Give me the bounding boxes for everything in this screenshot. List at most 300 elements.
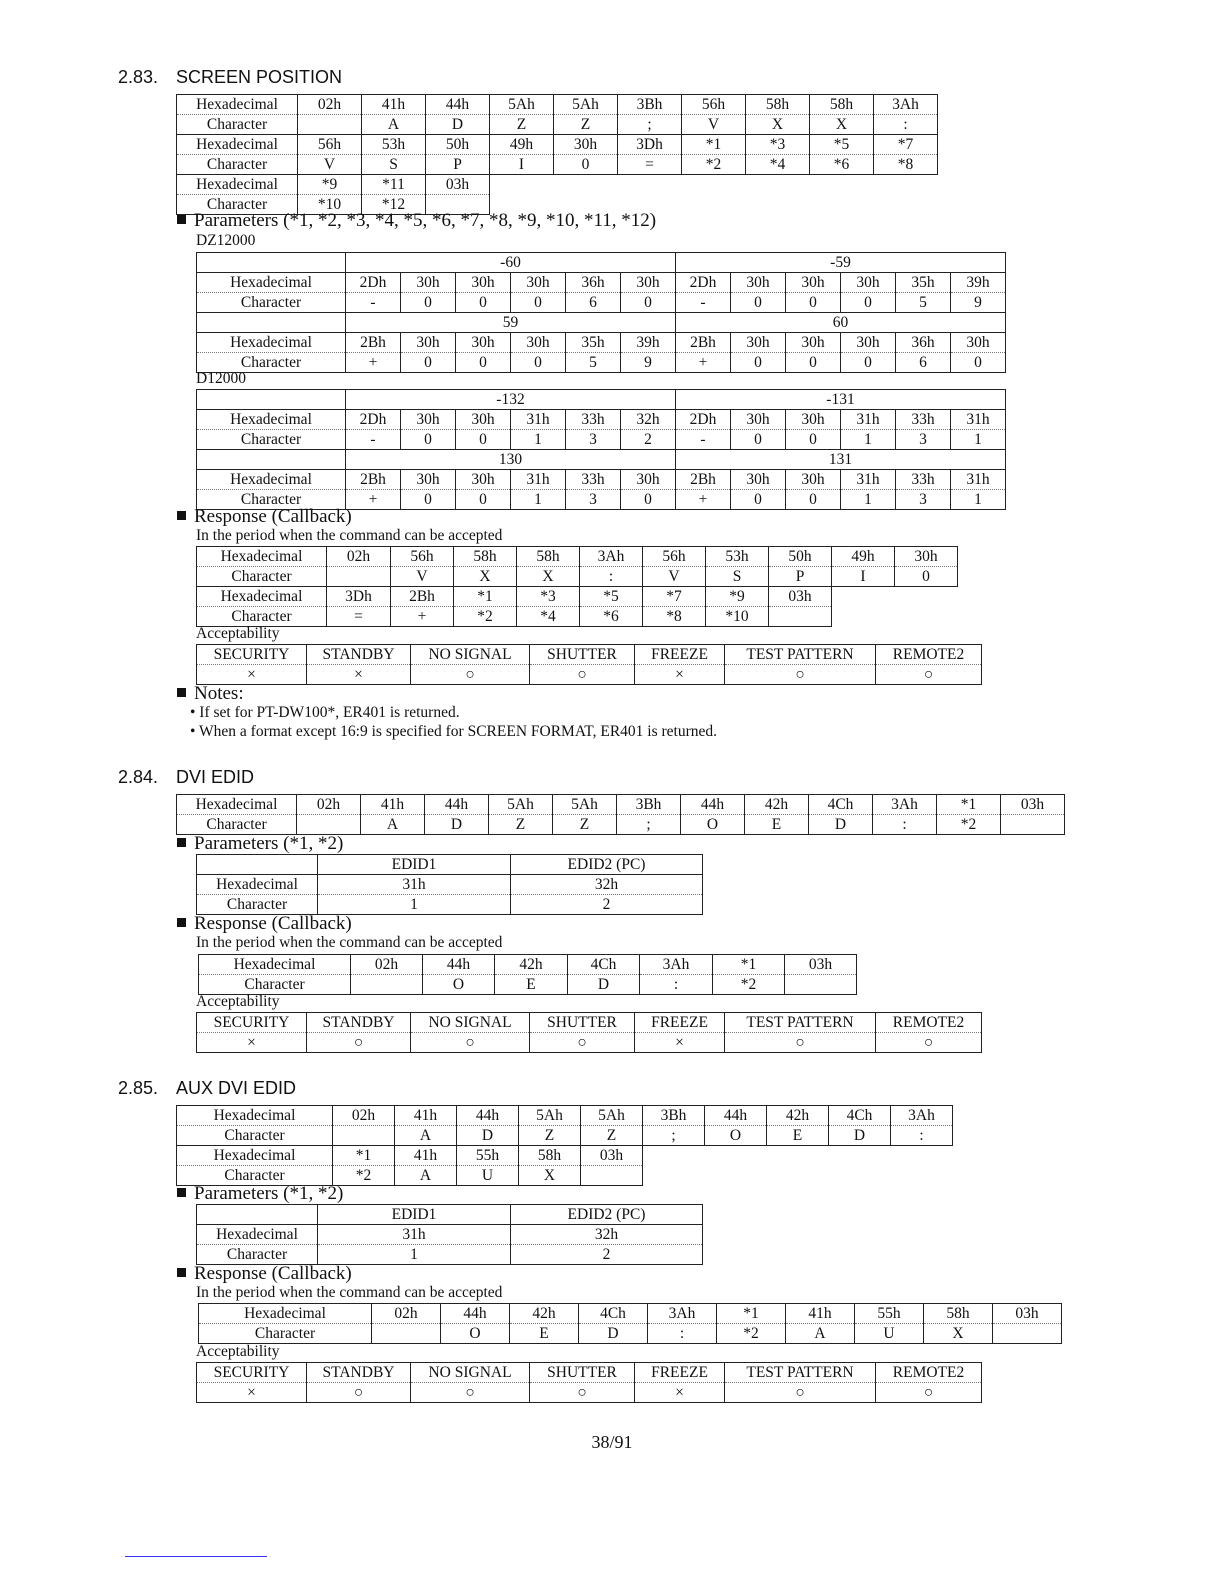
cross-mark-icon: × xyxy=(197,1033,307,1053)
table-cell: 44h xyxy=(705,1106,767,1126)
table-cell xyxy=(372,1324,441,1344)
table-cell: 5Ah xyxy=(554,95,618,115)
table-cell: 3 xyxy=(566,430,621,450)
table-header: NO SIGNAL xyxy=(411,645,530,665)
table-cell: 5 xyxy=(566,353,621,373)
table-cell: 44h xyxy=(441,1304,510,1324)
table-cell: 41h xyxy=(362,95,426,115)
table-cell: 2Bh xyxy=(346,333,401,353)
table-cell: Z xyxy=(581,1126,643,1146)
section-title: SCREEN POSITION xyxy=(176,67,343,87)
row-label-hex: Hexadecimal xyxy=(177,795,297,815)
cross-mark-icon: × xyxy=(307,665,411,685)
table-cell: *2 xyxy=(713,975,785,995)
table-cell: 4Ch xyxy=(829,1106,891,1126)
circle-mark-icon: ○ xyxy=(725,665,876,685)
table-cell: 02h xyxy=(372,1304,441,1324)
table-cell xyxy=(333,1126,395,1146)
value-label: -60 xyxy=(346,253,676,273)
table-cell: *11 xyxy=(362,175,426,195)
table-cell: 0 xyxy=(456,490,511,510)
table-row xyxy=(197,430,1006,450)
table-row xyxy=(177,1106,953,1126)
table-cell xyxy=(197,253,346,273)
acceptability-label: Acceptability xyxy=(196,1343,280,1360)
table-cell: 30h xyxy=(731,470,786,490)
note-item: • If set for PT-DW100*, ER401 is returned. xyxy=(190,704,460,721)
table-cell: 30h xyxy=(401,410,456,430)
response-table-grid xyxy=(198,1303,1062,1344)
parameters-heading: Parameters (*1, *2) xyxy=(177,1183,343,1205)
table-cell: 3Ah xyxy=(891,1106,953,1126)
table-cell: 42h xyxy=(495,955,568,975)
table-cell: A xyxy=(362,115,426,135)
table-cell: 9 xyxy=(951,293,1006,313)
table-cell: *2 xyxy=(333,1166,395,1186)
table-cell: 35h xyxy=(566,333,621,353)
table-cell: *9 xyxy=(706,587,769,607)
circle-mark-icon: ○ xyxy=(307,1033,411,1053)
table-cell: *5 xyxy=(580,587,643,607)
table-cell: 1 xyxy=(841,430,896,450)
table-cell: 03h xyxy=(785,955,857,975)
table-cell: *10 xyxy=(298,195,362,215)
table-cell: *7 xyxy=(643,587,706,607)
row-label-hex: Hexadecimal xyxy=(197,410,346,430)
table-cell: 30h xyxy=(786,410,841,430)
table-cell: 55h xyxy=(855,1304,924,1324)
table-header: REMOTE2 xyxy=(876,1013,982,1033)
table-row xyxy=(197,313,1006,333)
table-cell: 30h xyxy=(731,410,786,430)
table-cell: 2 xyxy=(511,1245,703,1265)
acceptability-table xyxy=(196,1012,982,1053)
table-row xyxy=(197,1033,982,1053)
table-cell: 58h xyxy=(746,95,810,115)
table-header: FREEZE xyxy=(635,1363,725,1383)
cross-mark-icon: × xyxy=(635,1033,725,1053)
table-row xyxy=(199,1304,1062,1324)
table-cell xyxy=(785,975,857,995)
cross-mark-icon: × xyxy=(197,1383,307,1403)
table-cell: 0 xyxy=(786,430,841,450)
row-label-char: Character xyxy=(199,975,351,995)
row-label-hex: Hexadecimal xyxy=(177,95,298,115)
table-cell xyxy=(298,115,362,135)
table-cell: *7 xyxy=(874,135,938,155)
table-cell: P xyxy=(426,155,490,175)
row-label-hex: Hexadecimal xyxy=(197,333,346,353)
table-header: FREEZE xyxy=(635,1013,725,1033)
response-table xyxy=(198,954,857,995)
table-header: SECURITY xyxy=(197,1363,307,1383)
command-table-grid xyxy=(176,1105,953,1186)
table-cell: 31h xyxy=(841,470,896,490)
table-cell: - xyxy=(676,430,731,450)
section-title: DVI EDID xyxy=(176,767,255,787)
table-cell: 03h xyxy=(1001,795,1065,815)
row-label-hex: Hexadecimal xyxy=(197,875,318,895)
command-table xyxy=(176,794,1065,835)
row-label-hex: Hexadecimal xyxy=(199,955,351,975)
row-label-char: Character xyxy=(197,430,346,450)
table-cell: 6 xyxy=(896,353,951,373)
circle-mark-icon: ○ xyxy=(725,1033,876,1053)
table-cell: *1 xyxy=(713,955,785,975)
value-label: -131 xyxy=(676,390,1006,410)
table-cell: 4Ch xyxy=(579,1304,648,1324)
table-cell: X xyxy=(924,1324,993,1344)
table-cell: 33h xyxy=(896,470,951,490)
table-cell: 2Dh xyxy=(676,273,731,293)
table-cell: 50h xyxy=(769,547,832,567)
table-cell: E xyxy=(745,815,809,835)
table-cell: *2 xyxy=(937,815,1001,835)
table-cell: 49h xyxy=(490,135,554,155)
table-cell: 3Ah xyxy=(873,795,937,815)
table-cell: 33h xyxy=(566,470,621,490)
table-cell: 30h xyxy=(841,333,896,353)
table-cell: : xyxy=(640,975,713,995)
table-cell: 31h xyxy=(951,410,1006,430)
model-label: DZ12000 xyxy=(196,232,256,249)
table-cell: 5Ah xyxy=(490,95,554,115)
table-cell xyxy=(581,1166,643,1186)
table-cell: 41h xyxy=(786,1304,855,1324)
table-cell: *1 xyxy=(333,1146,395,1166)
table-cell: 2Bh xyxy=(346,470,401,490)
table-cell: 58h xyxy=(454,547,517,567)
table-cell: 0 xyxy=(841,293,896,313)
table-row xyxy=(197,1205,703,1225)
row-label-hex: Hexadecimal xyxy=(177,1146,333,1166)
table-row xyxy=(177,135,938,155)
table-cell: I xyxy=(490,155,554,175)
table-cell xyxy=(197,313,346,333)
table-cell: ; xyxy=(618,115,682,135)
table-cell: D xyxy=(809,815,873,835)
table-row xyxy=(197,1383,982,1403)
circle-mark-icon: ○ xyxy=(411,1383,530,1403)
table-header: STANDBY xyxy=(307,1363,411,1383)
table-cell: 2Bh xyxy=(676,333,731,353)
table-cell: 0 xyxy=(456,353,511,373)
table-cell: 0 xyxy=(786,353,841,373)
table-cell xyxy=(351,975,423,995)
table-header: EDID2 (PC) xyxy=(511,1205,703,1225)
response-heading: Response (Callback) xyxy=(177,913,352,935)
circle-mark-icon: ○ xyxy=(530,665,635,685)
table-cell: 4Ch xyxy=(809,795,873,815)
table-header: STANDBY xyxy=(307,1013,411,1033)
table-cell: 1 xyxy=(318,895,511,915)
table-row xyxy=(177,1126,953,1146)
table-cell: 30h xyxy=(456,333,511,353)
table-cell: - xyxy=(346,293,401,313)
table-row xyxy=(197,587,958,607)
table-cell: + xyxy=(676,353,731,373)
table-cell: 36h xyxy=(566,273,621,293)
section-title: AUX DVI EDID xyxy=(176,1078,297,1098)
row-label-hex: Hexadecimal xyxy=(199,1304,372,1324)
table-cell: 0 xyxy=(511,293,566,313)
table-row xyxy=(197,450,1006,470)
table-row xyxy=(197,253,1006,273)
table-cell: *1 xyxy=(682,135,746,155)
table-cell: *9 xyxy=(298,175,362,195)
cross-mark-icon: × xyxy=(197,665,307,685)
circle-mark-icon: ○ xyxy=(725,1383,876,1403)
table-cell: 0 xyxy=(401,293,456,313)
table-cell: *6 xyxy=(810,155,874,175)
table-cell: A xyxy=(395,1126,457,1146)
table-cell: 39h xyxy=(951,273,1006,293)
table-cell: 1 xyxy=(511,490,566,510)
row-label-char: Character xyxy=(177,195,298,215)
table-cell: 30h xyxy=(951,333,1006,353)
table-row xyxy=(197,875,703,895)
table-row xyxy=(197,1245,703,1265)
value-label: -59 xyxy=(676,253,1006,273)
table-cell: *4 xyxy=(517,607,580,627)
table-cell: V xyxy=(643,567,706,587)
table-row xyxy=(197,567,958,587)
table-cell: 44h xyxy=(681,795,745,815)
table-cell: O xyxy=(423,975,495,995)
table-cell: 30h xyxy=(786,333,841,353)
table-cell: 32h xyxy=(511,875,703,895)
table-cell: D xyxy=(426,115,490,135)
table-cell: 2 xyxy=(621,430,676,450)
table-cell: 0 xyxy=(401,353,456,373)
table-header: FREEZE xyxy=(635,645,725,665)
response-table xyxy=(198,1303,1062,1344)
table-cell: Z xyxy=(489,815,553,835)
table-row xyxy=(177,115,938,135)
table-cell: 42h xyxy=(745,795,809,815)
table-cell: 31h xyxy=(318,1225,511,1245)
table-cell: 53h xyxy=(706,547,769,567)
table-cell: A xyxy=(786,1324,855,1344)
table-cell: 0 xyxy=(456,430,511,450)
table-cell: - xyxy=(346,430,401,450)
table-cell: U xyxy=(855,1324,924,1344)
table-cell: 31h xyxy=(951,470,1006,490)
table-cell: S xyxy=(706,567,769,587)
row-label-hex: Hexadecimal xyxy=(197,1225,318,1245)
table-row xyxy=(197,645,982,665)
table-cell: 5Ah xyxy=(489,795,553,815)
row-label-char: Character xyxy=(177,115,298,135)
table-cell: 3Ah xyxy=(580,547,643,567)
table-cell: V xyxy=(682,115,746,135)
table-cell: Z xyxy=(519,1126,581,1146)
response-table-grid xyxy=(198,954,857,995)
command-table-grid xyxy=(176,94,938,215)
table-row xyxy=(197,1225,703,1245)
table-cell: *12 xyxy=(362,195,426,215)
parameter-table-grid xyxy=(196,1204,703,1265)
table-cell: 33h xyxy=(896,410,951,430)
parameter-table-grid xyxy=(196,389,1006,510)
table-cell: 30h xyxy=(401,273,456,293)
table-cell: 0 xyxy=(786,293,841,313)
table-cell: E xyxy=(495,975,568,995)
table-cell: 58h xyxy=(519,1146,581,1166)
table-cell: 03h xyxy=(426,175,490,195)
table-cell: 36h xyxy=(896,333,951,353)
table-cell: *3 xyxy=(746,135,810,155)
command-table xyxy=(176,1105,953,1186)
table-cell: 33h xyxy=(566,410,621,430)
table-header: SHUTTER xyxy=(530,645,635,665)
table-cell: 30h xyxy=(621,470,676,490)
table-cell: Z xyxy=(553,815,617,835)
row-label-char: Character xyxy=(177,815,297,835)
circle-mark-icon: ○ xyxy=(876,1383,982,1403)
table-cell: D xyxy=(829,1126,891,1146)
table-header: TEST PATTERN xyxy=(725,1013,876,1033)
table-cell: 41h xyxy=(361,795,425,815)
response-table xyxy=(196,546,958,627)
table-row xyxy=(197,855,703,875)
table-cell: 5Ah xyxy=(581,1106,643,1126)
bullet-square-icon xyxy=(177,1268,186,1277)
acceptability-table xyxy=(196,644,982,685)
table-cell: 31h xyxy=(318,875,511,895)
table-cell: 03h xyxy=(769,587,832,607)
row-label-char: Character xyxy=(177,1126,333,1146)
table-cell: 3 xyxy=(896,430,951,450)
table-cell: 42h xyxy=(510,1304,579,1324)
parameter-table xyxy=(196,1204,703,1265)
table-cell: 30h xyxy=(401,333,456,353)
table-cell: X xyxy=(746,115,810,135)
table-cell: 58h xyxy=(810,95,874,115)
footer-rule xyxy=(125,1556,267,1557)
table-row xyxy=(197,273,1006,293)
table-cell: 55h xyxy=(457,1146,519,1166)
table-cell: 0 xyxy=(401,430,456,450)
table-cell: ; xyxy=(643,1126,705,1146)
table-cell: + xyxy=(346,353,401,373)
table-cell: 30h xyxy=(895,547,958,567)
table-header: EDID1 xyxy=(318,855,511,875)
row-label-hex: Hexadecimal xyxy=(197,547,327,567)
section-number: 2.83. xyxy=(118,67,159,87)
table-cell: 3Dh xyxy=(618,135,682,155)
table-row xyxy=(197,547,958,567)
table-cell: 1 xyxy=(951,490,1006,510)
table-cell: 30h xyxy=(511,333,566,353)
table-row xyxy=(197,665,982,685)
circle-mark-icon: ○ xyxy=(876,1033,982,1053)
circle-mark-icon: ○ xyxy=(411,1033,530,1053)
table-cell: 49h xyxy=(832,547,895,567)
row-label-char: Character xyxy=(197,293,346,313)
section-number: 2.84. xyxy=(118,767,159,787)
row-label-hex: Hexadecimal xyxy=(197,470,346,490)
table-cell: O xyxy=(681,815,745,835)
table-cell xyxy=(993,1324,1062,1344)
acceptability-table-grid xyxy=(196,1012,982,1053)
bullet-square-icon xyxy=(177,918,186,927)
table-cell: 6 xyxy=(566,293,621,313)
value-label: 59 xyxy=(346,313,676,333)
table-row xyxy=(177,155,938,175)
table-cell: *8 xyxy=(874,155,938,175)
table-cell: 56h xyxy=(391,547,454,567)
bullet-square-icon xyxy=(177,511,186,520)
table-cell: 0 xyxy=(841,353,896,373)
table-cell xyxy=(197,1205,318,1225)
table-cell: *6 xyxy=(580,607,643,627)
table-cell: - xyxy=(676,293,731,313)
parameters-heading: Parameters (*1, *2, *3, *4, *5, *6, *7, *8, *9, *10, *11, *12) xyxy=(177,210,656,232)
table-cell: 4Ch xyxy=(568,955,640,975)
row-label-char: Character xyxy=(197,895,318,915)
value-label: 130 xyxy=(346,450,676,470)
table-row xyxy=(199,955,857,975)
table-cell: 03h xyxy=(993,1304,1062,1324)
table-cell: 0 xyxy=(554,155,618,175)
response-heading: Response (Callback) xyxy=(177,1263,352,1285)
acceptability-table xyxy=(196,1362,982,1403)
table-cell: *8 xyxy=(643,607,706,627)
table-cell: 0 xyxy=(511,353,566,373)
table-cell: 53h xyxy=(362,135,426,155)
table-cell: E xyxy=(767,1126,829,1146)
response-note: In the period when the command can be accepted xyxy=(196,1284,503,1301)
table-header: TEST PATTERN xyxy=(725,1363,876,1383)
table-row xyxy=(197,293,1006,313)
row-label-char: Character xyxy=(197,353,346,373)
table-cell: 0 xyxy=(895,567,958,587)
table-cell: 30h xyxy=(456,410,511,430)
table-cell: 30h xyxy=(511,273,566,293)
row-label-hex: Hexadecimal xyxy=(197,273,346,293)
response-note: In the period when the command can be accepted xyxy=(196,527,503,544)
row-label-hex: Hexadecimal xyxy=(197,587,327,607)
table-cell: + xyxy=(346,490,401,510)
table-cell: X xyxy=(519,1166,581,1186)
response-heading: Response (Callback) xyxy=(177,506,352,528)
table-cell xyxy=(197,855,318,875)
table-cell: 30h xyxy=(456,470,511,490)
table-cell: : xyxy=(580,567,643,587)
table-cell: 3Ah xyxy=(874,95,938,115)
table-header: STANDBY xyxy=(307,645,411,665)
table-cell: 30h xyxy=(401,470,456,490)
table-row xyxy=(197,895,703,915)
parameters-heading: Parameters (*1, *2) xyxy=(177,833,343,855)
table-cell: 0 xyxy=(731,353,786,373)
table-header: REMOTE2 xyxy=(876,1363,982,1383)
row-label-char: Character xyxy=(177,1166,333,1186)
table-cell: *2 xyxy=(682,155,746,175)
table-cell: I xyxy=(832,567,895,587)
section-heading-2-84 xyxy=(118,767,254,788)
section-heading-2-85 xyxy=(118,1078,296,1099)
table-cell: A xyxy=(361,815,425,835)
table-cell: 3Bh xyxy=(643,1106,705,1126)
table-row xyxy=(177,1146,953,1166)
table-cell: 02h xyxy=(327,547,391,567)
table-cell: 2Dh xyxy=(676,410,731,430)
table-cell: *1 xyxy=(717,1304,786,1324)
table-row xyxy=(177,795,1065,815)
table-cell: 5Ah xyxy=(553,795,617,815)
